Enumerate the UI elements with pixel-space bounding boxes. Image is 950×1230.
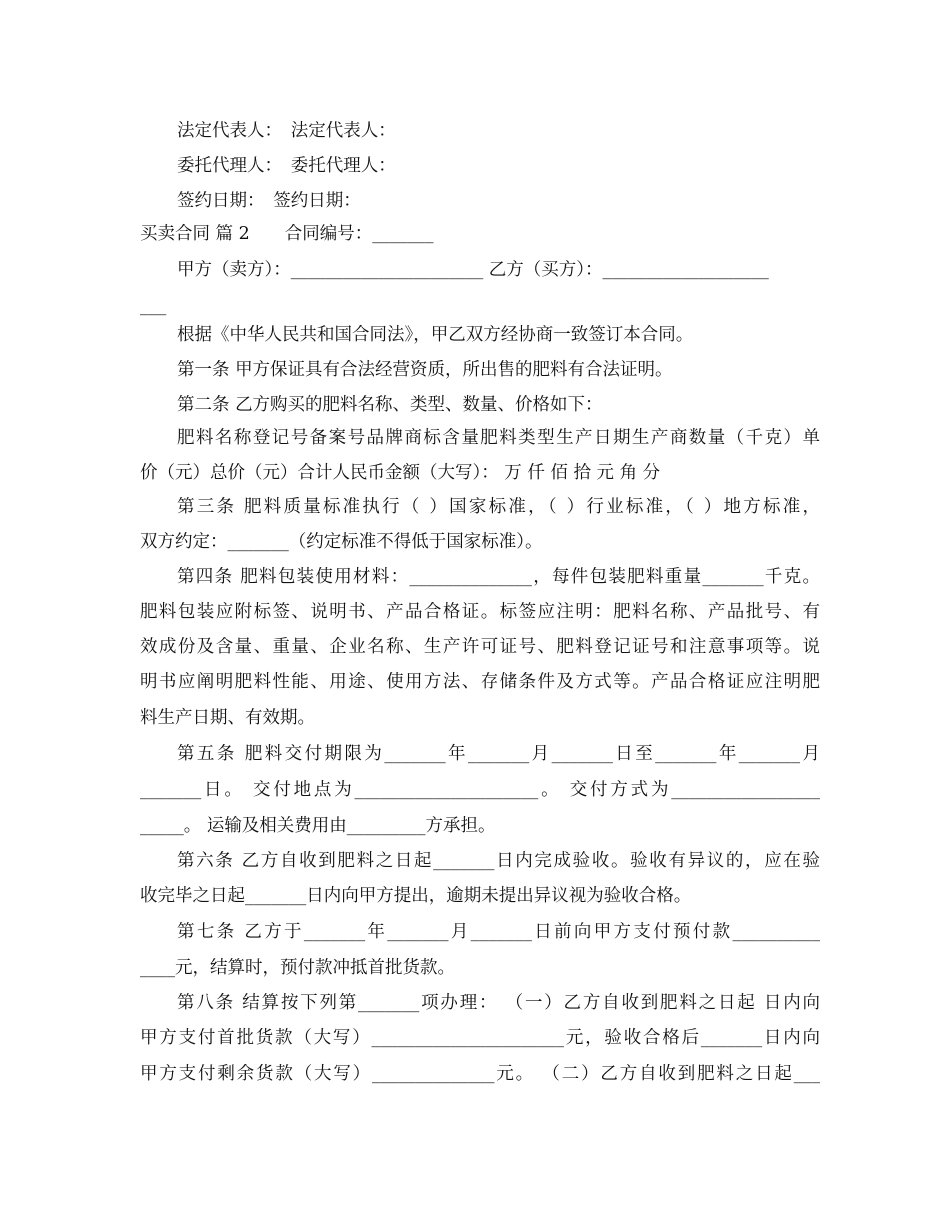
fertilizer-table-line-2: 价（元）总价（元）合计人民币金额（大写）： 万 仟 佰 拾 元 角 分 xyxy=(140,463,661,483)
article-4-line-3: 效成份及含量、重量、企业名称、生产许可证号、肥料登记证号和注意事项等。说 xyxy=(140,637,820,657)
article-6-line-2: 收完毕之日起_______日内向甲方提出，逾期未提出异议视为验收合格。 xyxy=(140,886,692,906)
article-4-line-2: 肥料包装应附标签、说明书、产品合格证。标签应注明：肥料名称、产品批号、有 xyxy=(140,602,820,622)
article-8-line-2: 甲方支付首批货款（大写）______________________元，验收合格后_______日内向 xyxy=(140,1028,820,1048)
article-5-line-3: _____。 运输及相关费用由_________方承担。 xyxy=(140,816,496,836)
article-8-line-3: 甲方支付剩余货款（大写）______________元。 （二）乙方自收到肥料之日起___ xyxy=(140,1064,820,1084)
article-4-line-5: 料生产日期、有效期。 xyxy=(140,708,315,728)
article-3: 第三条 肥料质量标准执行（ ）国家标准，（ ）行业标准，（ ）地方标准， xyxy=(177,497,820,517)
fertilizer-table-line-1: 肥料名称登记号备案号品牌商标含量肥料类型生产日期生产商数量（千克）单 xyxy=(177,428,820,448)
signature-date-line: 签约日期： 签约日期： xyxy=(177,191,361,211)
article-5: 第五条 肥料交付期限为_______年_______月_______日至_______年_______月 xyxy=(177,744,820,764)
article-2: 第二条 乙方购买的肥料名称、类型、数量、价格如下： xyxy=(177,395,603,415)
parties-line: 甲方（卖方）：______________________ 乙方（买方）：___________________ xyxy=(177,260,769,280)
preamble-paragraph: 根据《中华人民共和国合同法》，甲乙双方经协商一致签订本合同。 xyxy=(177,325,694,345)
signature-agent-line: 委托代理人： 委托代理人： xyxy=(177,156,396,176)
article-5-line-2: _______日。 交付地点为_____________________。 交付方式为_________________ xyxy=(140,780,820,800)
article-1: 第一条 甲方保证具有合法经营资质，所出售的肥料有合法证明。 xyxy=(177,360,673,380)
article-7-line-2: ____元，结算时，预付款冲抵首批货款。 xyxy=(140,958,455,978)
contract-heading: 买卖合同 篇 2 合同编号：_______ xyxy=(140,224,434,244)
signature-legal-representative-line: 法定代表人： 法定代表人： xyxy=(177,121,396,141)
article-4: 第四条 肥料包装使用材料：______________，每件包装肥料重量_______千克。 xyxy=(177,567,820,587)
article-7: 第七条 乙方于_______年_______月_______日前向甲方支付预付款__________ xyxy=(177,922,820,942)
article-6: 第六条 乙方自收到肥料之日起_______日内完成验收。验收有异议的，应在验 xyxy=(177,851,820,871)
article-8: 第八条 结算按下列第_______项办理： （一）乙方自收到肥料之日起 日内向 xyxy=(177,993,820,1013)
parties-line-continued: ___ xyxy=(140,296,167,316)
article-3-continued: 双方约定：_______（约定标准不得低于国家标准）。 xyxy=(140,532,543,552)
article-4-line-4: 明书应阐明肥料性能、用途、使用方法、存储条件及方式等。产品合格证应注明肥 xyxy=(140,672,820,692)
